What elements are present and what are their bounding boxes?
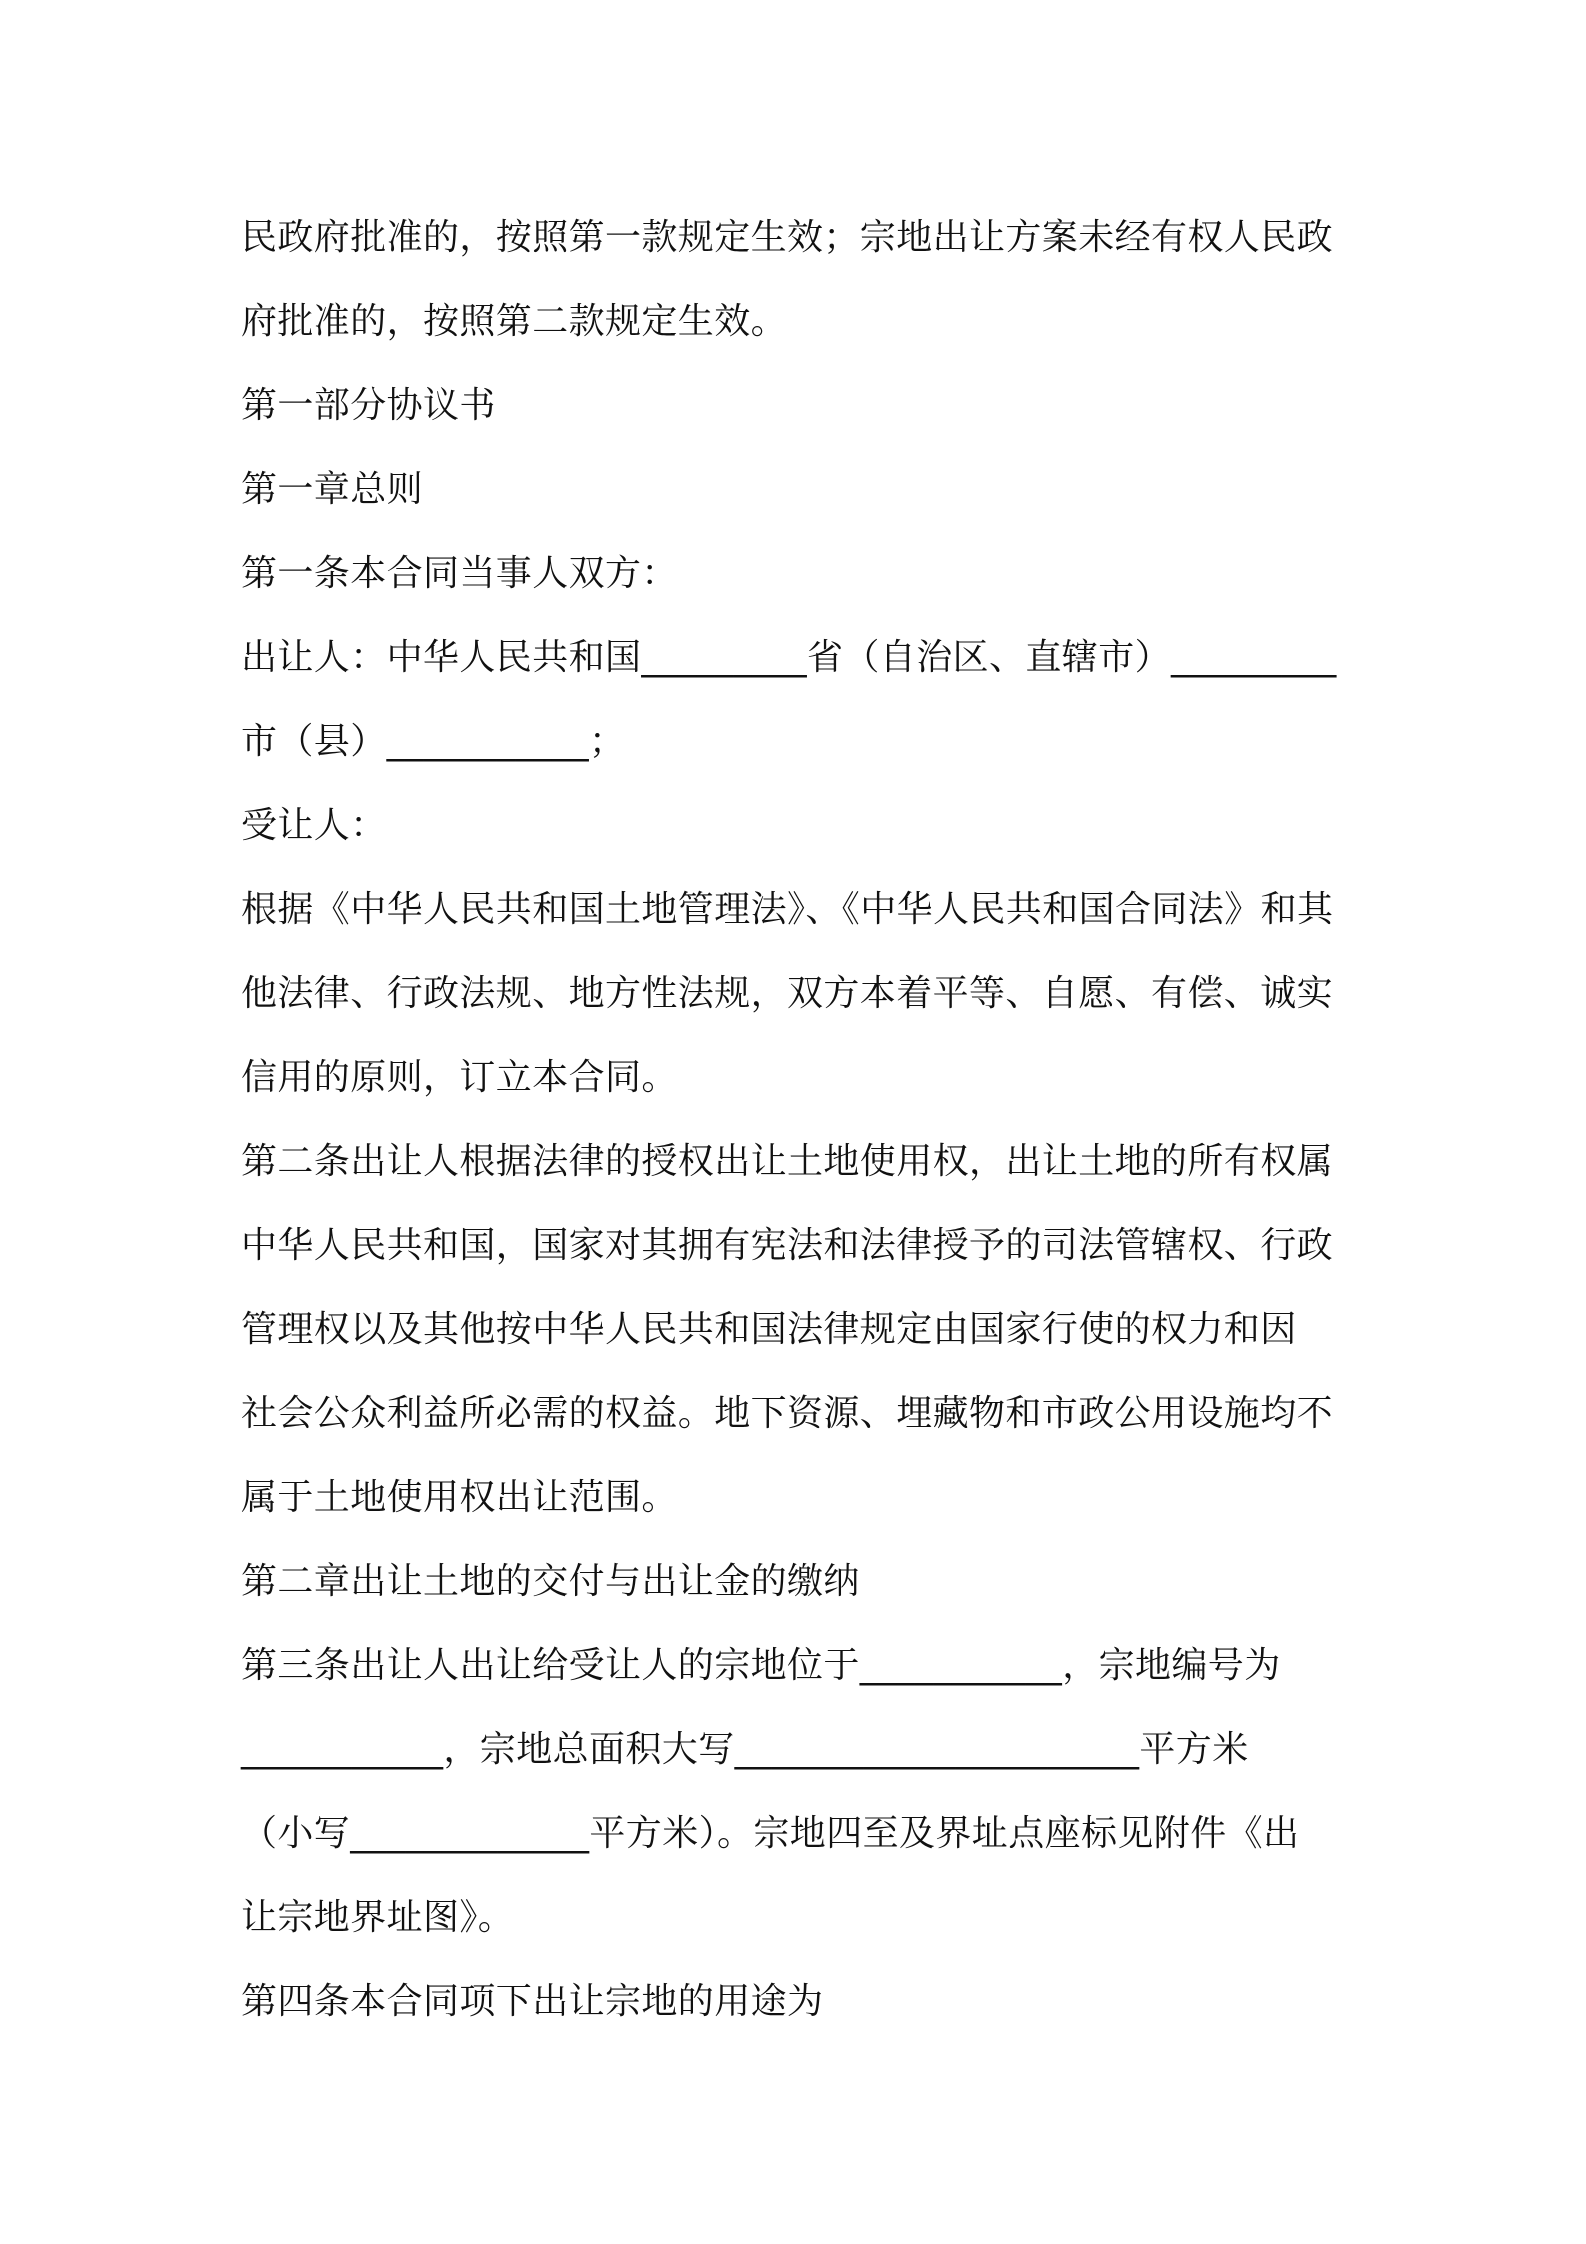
text-line: 受让人： [241, 805, 387, 846]
text-line: 根据《中华人民共和国土地管理法》、《中华人民共和国合同法》和其 [241, 889, 1334, 930]
text-line: ___________，宗地总面积大写______________________平方米 [241, 1729, 1249, 1770]
chapter-heading: 第二章出让土地的交付与出让金的缴纳 [241, 1561, 860, 1602]
text-line: 属于土地使用权出让范围。 [241, 1477, 678, 1518]
text-line: 出让人：中华人民共和国_________省（自治区、直辖市）_________ [241, 637, 1337, 678]
part-heading: 第一部分协议书 [241, 385, 496, 426]
text-line: 社会公众利益所必需的权益。地下资源、埋藏物和市政公用设施均不 [241, 1393, 1334, 1434]
text-line: 信用的原则，订立本合同。 [241, 1057, 678, 1098]
article-line: 第一条本合同当事人双方： [241, 553, 678, 594]
text-line: 让宗地界址图》。 [241, 1897, 515, 1938]
text-line: 中华人民共和国，国家对其拥有宪法和法律授予的司法管辖权、行政 [241, 1225, 1334, 1266]
text-line: 府批准的，按照第二款规定生效。 [241, 301, 788, 342]
text-line: 市（县）___________； [241, 721, 626, 762]
article-line: 第四条本合同项下出让宗地的用途为 [241, 1981, 824, 2022]
text-line: 民政府批准的，按照第一款规定生效；宗地出让方案未经有权人民政 [241, 217, 1334, 258]
document-body [241, 196, 1361, 2044]
text-line: 他法律、行政法规、地方性法规，双方本着平等、自愿、有偿、诚实 [241, 973, 1334, 1014]
article-line: 第三条出让人出让给受让人的宗地位于___________，宗地编号为 [241, 1645, 1281, 1686]
text-line: （小写_____________平方米）。宗地四至及界址点座标见附件《出 [241, 1813, 1300, 1854]
chapter-heading: 第一章总则 [241, 469, 424, 510]
text-line: 管理权以及其他按中华人民共和国法律规定由国家行使的权力和因 [241, 1309, 1297, 1350]
article-line: 第二条出让人根据法律的授权出让土地使用权，出让土地的所有权属 [241, 1141, 1334, 1182]
